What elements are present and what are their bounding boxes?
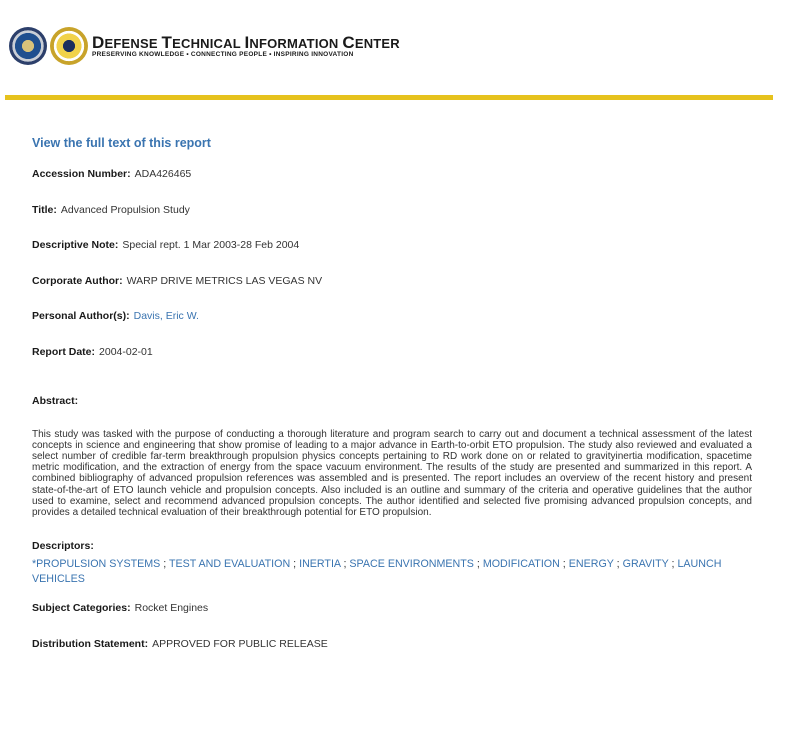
title-word: CENTER (342, 33, 400, 52)
descriptor-separator: ; (160, 558, 170, 571)
field-value: WARP DRIVE METRICS LAS VEGAS NV (126, 274, 323, 287)
descriptor-separator: ; (473, 558, 483, 571)
title-word: INFORMATION (244, 33, 343, 52)
field-label: Personal Author(s): (32, 310, 130, 322)
report-date-field (32, 345, 752, 359)
personal-author-field (32, 309, 752, 323)
field-value: Special rept. 1 Mar 2003-28 Feb 2004 (122, 239, 300, 251)
descriptor-link-inertia[interactable]: INERTIA (299, 558, 341, 571)
accession-number-field (32, 167, 752, 181)
site-header (0, 0, 800, 95)
title-field (32, 203, 752, 217)
header-divider (5, 95, 773, 100)
field-label: Corporate Author: (32, 274, 123, 287)
subject-categories-field (32, 601, 752, 615)
org-tagline: PRESERVING KNOWLEDGE • CONNECTING PEOPLE • INSPIRING INNOVATION (92, 51, 354, 58)
descriptors-label: Descriptors: (32, 540, 94, 553)
field-label: Accession Number: (32, 168, 131, 180)
field-label: Report Date: (32, 345, 96, 358)
personal-author-link[interactable]: Davis, Eric W. (133, 310, 199, 322)
field-label: Descriptive Note: (32, 239, 119, 251)
dod-seal-logo[interactable] (9, 27, 47, 65)
descriptor-separator: ; (290, 558, 300, 571)
descriptor-separator: ; (613, 558, 623, 571)
descriptor-separator: ; (559, 558, 569, 571)
descriptor-link-launch-vehicles[interactable]: LAUNCH VEHICLES (32, 558, 722, 586)
field-value: APPROVED FOR PUBLIC RELEASE (152, 637, 328, 650)
descriptive-note-field (32, 238, 752, 252)
descriptor-link-test-and-evaluation[interactable]: TEST AND EVALUATION (169, 558, 291, 571)
descriptor-link-energy[interactable]: ENERGY (568, 558, 614, 571)
full-text-link[interactable]: View the full text of this report (32, 136, 211, 150)
corporate-author-field (32, 274, 752, 288)
descriptors-list (32, 557, 752, 587)
field-value: ADA426465 (134, 168, 192, 180)
field-label: Subject Categories: (32, 602, 131, 615)
descriptor-link-modification[interactable]: MODIFICATION (482, 558, 560, 571)
abstract-label: Abstract: (32, 394, 79, 407)
field-label: Title: (32, 203, 57, 216)
field-label: Distribution Statement: (32, 637, 149, 650)
abstract-text: This study was tasked with the purpose of conducting a thorough literature and program search to carry out and document a technical assessment of the latest concepts in science and engineering that show promise of leading to a major advance in Earth-to-orbit ETO propulsion. The study also reviewed and evaluated a select number of credible far-term breakthrough propulsion physics concepts pertaining to RD work done on or related to gravityinertia modification, spacetime metric modification, and the extraction of energy from the space vacuum environment. The results of the study are presented and summarized in this report. A combined bibliography of advanced propulsion references was assembled and is presented. The report includes an overview of the recent history and present state-of-the-art of ETO launch vehicle and propulsion concepts. Also included is an outline and summary of the criteria and operative guidelines that the author used to examine, select and recommend advanced propulsion concepts. The author identified and selected five promising advanced propulsion concepts, and provides a detailed technical evaluation of their breakthrough potential for ETO propulsion. (32, 428, 752, 518)
title-word: TECHNICAL (161, 33, 245, 52)
descriptor-link-propulsion-systems[interactable]: *PROPULSION SYSTEMS (32, 558, 161, 571)
report-record (32, 136, 752, 672)
descriptor-separator: ; (340, 558, 350, 571)
descriptor-link-space-environments[interactable]: SPACE ENVIRONMENTS (349, 558, 474, 571)
title-word: DEFENSE (92, 33, 162, 52)
org-title[interactable] (92, 33, 400, 53)
distribution-statement-field (32, 637, 752, 651)
field-value: Rocket Engines (134, 602, 209, 615)
descriptor-separator: ; (668, 558, 678, 571)
dtic-seal-logo[interactable] (50, 27, 88, 65)
descriptor-link-gravity[interactable]: GRAVITY (622, 558, 669, 571)
field-value: 2004-02-01 (99, 345, 153, 358)
field-value: Advanced Propulsion Study (60, 203, 190, 216)
